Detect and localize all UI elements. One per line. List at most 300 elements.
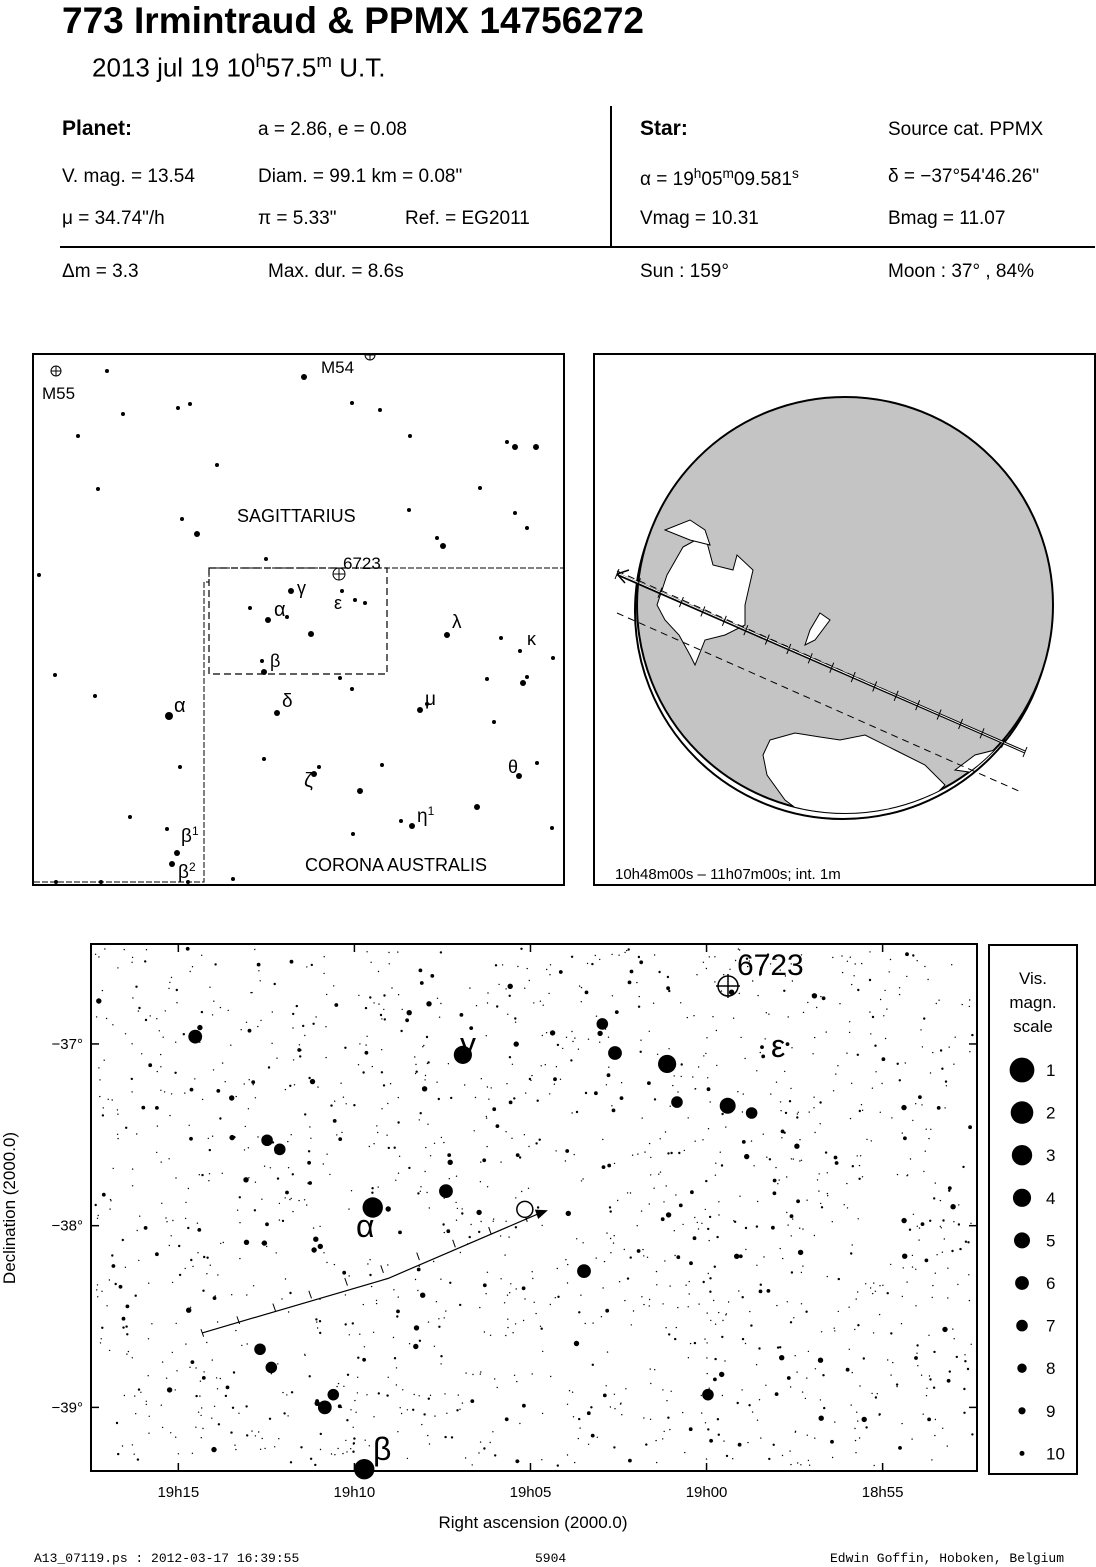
field-star <box>709 1216 711 1218</box>
field-star <box>567 1264 568 1265</box>
field-star <box>689 1293 690 1294</box>
sagittarius-label: SAGITTARIUS <box>237 506 356 526</box>
field-star <box>248 1147 249 1148</box>
field-star <box>770 1093 771 1094</box>
field-star <box>220 1243 221 1244</box>
field-star <box>440 1003 441 1004</box>
field-star <box>269 1418 271 1420</box>
field-star <box>921 1375 922 1376</box>
field-star <box>739 1254 743 1258</box>
field-star <box>723 1440 724 1441</box>
field-star <box>756 1364 757 1365</box>
field-star <box>149 1416 150 1417</box>
field-star <box>254 1209 256 1211</box>
field-star <box>785 1112 787 1114</box>
field-star <box>419 1395 420 1396</box>
field-star <box>875 1071 876 1072</box>
field-star <box>756 1070 757 1071</box>
field-star <box>944 1107 945 1108</box>
field-star <box>533 1002 534 1003</box>
field-star <box>141 1053 142 1054</box>
field-star <box>742 1296 744 1298</box>
field-star <box>822 996 826 1000</box>
field-star <box>841 955 842 956</box>
field-star <box>819 1416 824 1421</box>
field-star <box>832 1457 833 1458</box>
field-star <box>165 1010 166 1011</box>
field-star <box>565 1160 566 1161</box>
field-star <box>937 1106 941 1110</box>
field-star <box>132 1357 133 1358</box>
finder-star-16 <box>512 444 518 450</box>
finder-star-48 <box>262 757 266 761</box>
field-star <box>444 1436 446 1438</box>
field-star <box>172 1352 173 1353</box>
finder-star-10 <box>264 557 268 561</box>
finder-star-4 <box>188 402 192 406</box>
bright-star <box>327 1389 339 1401</box>
field-star <box>678 1152 680 1154</box>
field-star <box>591 963 593 965</box>
field-star <box>434 1143 435 1144</box>
field-star <box>697 1222 698 1223</box>
field-star <box>492 1107 496 1111</box>
field-star <box>873 1282 874 1283</box>
ra-seconds: 09.581 <box>733 168 793 190</box>
field-star <box>373 1002 374 1003</box>
field-star <box>500 1278 501 1279</box>
field-star <box>549 974 550 975</box>
field-star <box>574 1037 575 1038</box>
field-star <box>574 1462 575 1463</box>
field-star <box>427 1124 428 1125</box>
field-star <box>505 1335 506 1336</box>
field-star <box>264 1166 265 1167</box>
field-star <box>929 1375 930 1376</box>
legend-dot <box>1012 1145 1032 1165</box>
field-star <box>381 1071 383 1073</box>
field-star <box>802 1265 803 1266</box>
field-star <box>743 1093 744 1094</box>
field-star <box>664 1431 665 1432</box>
field-star <box>688 1306 689 1307</box>
field-star <box>287 1141 288 1142</box>
field-star <box>291 1134 292 1135</box>
field-star <box>792 1218 793 1219</box>
field-star <box>434 1415 435 1416</box>
field-star <box>415 1073 416 1074</box>
field-star <box>160 1054 161 1055</box>
field-star <box>101 1327 103 1329</box>
field-star <box>535 1142 537 1144</box>
field-star <box>814 1438 815 1439</box>
field-star <box>426 1036 428 1038</box>
field-star <box>462 1208 463 1209</box>
field-star <box>168 1158 169 1159</box>
field-star <box>857 1420 858 1421</box>
field-star <box>179 1274 181 1276</box>
field-star <box>166 1221 167 1222</box>
field-star <box>128 1351 129 1352</box>
field-star <box>260 1020 261 1021</box>
field-star <box>815 1368 816 1369</box>
field-star <box>915 1305 916 1306</box>
field-star <box>508 984 513 989</box>
bright-star <box>577 1264 591 1278</box>
field-star <box>262 1438 263 1439</box>
field-star <box>394 1147 396 1149</box>
field-star <box>884 990 885 991</box>
field-star <box>714 956 715 957</box>
field-star <box>791 1235 792 1236</box>
field-star <box>532 1278 533 1279</box>
field-star <box>217 1388 218 1389</box>
field-star <box>825 1151 827 1153</box>
minute-unit: m <box>316 50 332 71</box>
field-star <box>494 1378 495 1379</box>
field-star <box>213 1296 217 1300</box>
field-star <box>357 1392 358 1393</box>
field-star <box>132 1168 133 1169</box>
field-star <box>859 1437 860 1438</box>
x-tick-label: 19h05 <box>509 1484 552 1501</box>
field-star <box>614 1235 615 1236</box>
field-star <box>315 1016 316 1017</box>
field-star <box>967 1241 969 1243</box>
field-star <box>293 1059 294 1060</box>
field-star <box>413 1344 418 1349</box>
event-datetime <box>92 50 385 83</box>
field-star <box>805 1311 807 1313</box>
field-star <box>353 1443 354 1444</box>
field-star <box>787 1301 788 1302</box>
field-star <box>855 1452 856 1453</box>
field-star <box>883 1015 884 1016</box>
field-star <box>125 1267 126 1268</box>
field-star <box>509 995 511 997</box>
alpha2-label: α <box>174 695 186 717</box>
field-star <box>117 1114 118 1115</box>
field-star <box>676 1327 677 1328</box>
finder-star-19 <box>513 511 517 515</box>
field-star <box>689 1427 693 1431</box>
field-star <box>511 1138 512 1139</box>
field-star <box>830 1440 834 1444</box>
field-star <box>851 1404 852 1405</box>
field-star <box>814 1132 815 1133</box>
field-star <box>341 1407 342 1408</box>
field-star <box>813 1107 814 1108</box>
field-star <box>344 1047 346 1049</box>
m55-label: M55 <box>42 384 76 403</box>
field-star <box>597 1437 598 1438</box>
field-star <box>579 1427 580 1428</box>
finder-star-57 <box>409 823 415 829</box>
field-star <box>112 1264 116 1268</box>
x-tick-label: 19h10 <box>333 1484 376 1501</box>
field-star <box>319 1226 320 1227</box>
field-star <box>166 1378 167 1379</box>
field-star <box>148 1375 149 1376</box>
field-star <box>131 1043 132 1044</box>
field-star <box>827 1276 828 1277</box>
field-star <box>456 1409 458 1411</box>
detail-svg <box>0 940 990 1550</box>
field-star <box>195 1427 196 1428</box>
field-star <box>706 1458 707 1459</box>
field-star <box>642 1249 643 1250</box>
finder-star-26 <box>285 615 289 619</box>
field-star <box>202 1376 206 1380</box>
finder-star-31 <box>261 669 267 675</box>
field-star <box>448 1160 453 1165</box>
field-star <box>248 1108 249 1109</box>
field-star <box>141 1106 145 1110</box>
field-star <box>450 1097 452 1099</box>
gamma-label-large: γ <box>460 1026 476 1062</box>
star-bmag: Bmag = 11.07 <box>888 208 1006 229</box>
field-star <box>674 1255 675 1256</box>
field-star <box>775 1167 776 1168</box>
field-star <box>519 1423 520 1424</box>
field-star <box>795 1355 796 1356</box>
eta-label: $\eta^1$ <box>417 804 435 827</box>
field-star <box>880 999 881 1000</box>
field-star <box>827 1195 828 1196</box>
field-star <box>701 1223 702 1224</box>
field-star <box>220 1378 221 1379</box>
field-star <box>430 974 434 978</box>
field-star <box>144 1226 148 1230</box>
field-star <box>460 1252 461 1253</box>
field-star <box>289 1085 291 1087</box>
field-star <box>486 1035 487 1036</box>
field-star <box>229 1095 234 1100</box>
field-star <box>364 1346 365 1347</box>
field-star <box>532 1271 533 1272</box>
field-star <box>790 1386 791 1387</box>
field-star <box>493 1221 494 1222</box>
field-star <box>765 1038 766 1039</box>
field-star <box>658 971 660 973</box>
field-star <box>352 1451 354 1453</box>
field-star <box>311 1247 316 1252</box>
field-star <box>117 1138 118 1139</box>
field-star <box>698 1228 699 1229</box>
field-star <box>747 1442 748 1443</box>
field-star <box>199 1395 200 1396</box>
field-star <box>524 1134 525 1135</box>
field-star <box>99 1096 100 1097</box>
field-star <box>788 1016 789 1017</box>
field-star <box>569 1390 570 1391</box>
field-star <box>383 1084 385 1086</box>
field-star <box>672 1085 673 1086</box>
field-star <box>918 1239 919 1240</box>
field-star <box>504 1302 505 1303</box>
field-star <box>703 1281 705 1283</box>
field-star <box>949 1046 950 1047</box>
finder-star-15 <box>505 440 509 444</box>
field-star <box>556 1066 557 1067</box>
field-star <box>342 1453 343 1454</box>
field-star <box>851 1083 852 1084</box>
field-star <box>862 1110 863 1111</box>
field-star <box>714 1266 716 1268</box>
finder-star-59 <box>128 815 132 819</box>
field-star <box>97 1284 98 1285</box>
field-star <box>540 1001 541 1002</box>
field-star <box>195 1395 197 1397</box>
field-star <box>705 1422 706 1423</box>
planet-orbit: a = 2.86, e = 0.08 <box>258 119 407 140</box>
field-star <box>737 1091 738 1092</box>
finder-star-46 <box>53 673 57 677</box>
field-star <box>953 1064 954 1065</box>
field-star <box>667 1152 669 1154</box>
field-star <box>674 1338 676 1340</box>
field-star <box>225 1081 226 1082</box>
field-star <box>861 963 862 964</box>
field-star <box>297 1048 301 1052</box>
field-star <box>383 1009 384 1010</box>
field-star <box>171 1093 172 1094</box>
field-star <box>507 1319 508 1320</box>
field-star <box>706 968 707 969</box>
field-star <box>964 1354 965 1355</box>
field-star <box>161 1405 162 1406</box>
field-star <box>716 1236 718 1238</box>
field-star <box>885 1038 886 1039</box>
field-star <box>483 1447 485 1449</box>
field-star <box>542 1351 543 1352</box>
field-star <box>188 1188 189 1189</box>
field-star <box>285 1089 286 1090</box>
field-star <box>292 1013 294 1015</box>
field-star <box>245 1405 247 1407</box>
field-star <box>701 1395 702 1396</box>
field-star <box>354 1400 355 1401</box>
field-star <box>230 1431 232 1433</box>
legend-mag-label: 7 <box>1046 1316 1056 1336</box>
field-star <box>916 1344 918 1346</box>
field-star <box>756 1225 758 1227</box>
field-star <box>941 1227 942 1228</box>
field-star <box>588 1444 589 1445</box>
field-star <box>628 948 630 950</box>
y-tick-label: −39° <box>51 1399 83 1417</box>
field-star <box>437 998 438 999</box>
field-star <box>150 1015 151 1016</box>
field-star <box>171 1235 172 1236</box>
field-star <box>446 1229 450 1233</box>
field-star <box>604 1261 605 1262</box>
field-star <box>955 1037 956 1038</box>
legend-dot <box>1011 1101 1034 1124</box>
field-star <box>800 1464 801 1465</box>
field-star <box>116 1422 118 1424</box>
legend-dot <box>1018 1407 1025 1414</box>
field-star <box>639 996 640 997</box>
field-star <box>304 1355 305 1356</box>
field-star <box>496 1005 498 1007</box>
field-star <box>156 1152 157 1153</box>
field-star <box>671 1391 672 1392</box>
legend-mag-label: 9 <box>1046 1401 1056 1421</box>
field-star <box>542 1225 543 1226</box>
footer-author: Edwin Goffin, Hoboken, Belgium <box>830 1551 1065 1566</box>
field-star <box>932 1052 933 1053</box>
ra-minutes: 05 <box>701 168 723 190</box>
field-star <box>869 1011 870 1012</box>
field-star <box>708 1273 709 1274</box>
field-star <box>443 1142 444 1143</box>
field-star <box>244 1149 245 1150</box>
field-star <box>426 1001 431 1006</box>
field-star <box>531 1075 532 1076</box>
finder-star-47 <box>178 765 182 769</box>
field-star <box>739 993 740 994</box>
field-star <box>713 1378 717 1382</box>
field-star <box>794 1144 799 1149</box>
field-star <box>402 1389 403 1390</box>
field-star <box>706 1342 707 1343</box>
finder-star-69 <box>499 636 503 640</box>
field-star <box>938 1000 939 1001</box>
field-star <box>104 1060 105 1061</box>
delta-label: δ <box>282 691 293 712</box>
field-star <box>709 956 710 957</box>
field-star <box>793 1317 794 1318</box>
field-star <box>916 1353 917 1354</box>
field-star <box>306 966 307 967</box>
field-star <box>480 1161 481 1162</box>
field-star <box>112 1099 113 1100</box>
field-star <box>191 1360 195 1364</box>
field-star <box>214 1406 215 1407</box>
field-star <box>190 1088 194 1092</box>
field-star <box>178 1453 179 1454</box>
field-star <box>493 1218 494 1219</box>
field-star <box>807 1002 808 1003</box>
field-star <box>694 1217 695 1218</box>
field-star <box>438 1318 439 1319</box>
field-star <box>462 1402 463 1403</box>
field-star <box>212 1359 213 1360</box>
finder-star-9 <box>194 531 200 537</box>
field-star <box>844 1204 845 1205</box>
finder-star-29 <box>353 598 357 602</box>
planet-motion: μ = 34.74"/h <box>62 208 165 229</box>
field-star <box>399 1156 400 1157</box>
field-star <box>251 1430 252 1431</box>
field-star <box>422 1046 423 1047</box>
field-star <box>184 1092 185 1093</box>
field-star <box>812 1053 813 1054</box>
field-star <box>480 1181 481 1182</box>
field-star <box>476 1210 481 1215</box>
field-star <box>656 1284 657 1285</box>
field-star <box>578 1049 579 1050</box>
field-star <box>132 1444 133 1445</box>
field-star <box>545 1064 546 1065</box>
y-tick-label: −37° <box>51 1035 83 1053</box>
finder-star-66 <box>54 880 58 884</box>
field-star <box>151 1323 152 1324</box>
field-star <box>320 1433 322 1435</box>
field-star <box>517 966 518 967</box>
field-star <box>654 954 655 955</box>
